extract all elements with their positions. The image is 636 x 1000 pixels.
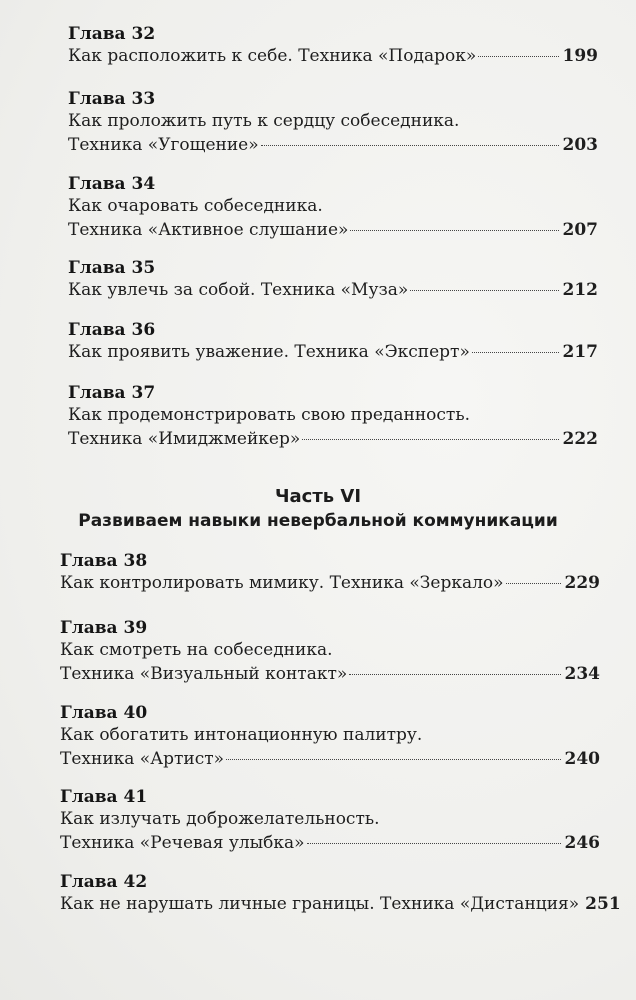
chapter-title-row	[68, 218, 598, 242]
toc-entry	[68, 24, 598, 68]
chapter-title-row	[60, 747, 600, 771]
chapter-title-row	[68, 340, 598, 364]
chapter-title-row	[60, 662, 600, 686]
page-number: 234	[564, 664, 600, 684]
dot-leader	[478, 55, 558, 57]
chapter-title-row	[68, 44, 598, 68]
dot-leader	[472, 351, 559, 353]
chapter-number: Глава 35	[68, 258, 156, 278]
page-number: 240	[564, 749, 600, 769]
part-heading	[0, 486, 636, 531]
dot-leader	[506, 582, 561, 584]
page-number: 251	[585, 894, 621, 914]
chapter-title: Как увлечь за собой. Техника «Муза»	[68, 280, 409, 300]
chapter-title: Техника «Активное слушание»	[68, 220, 349, 240]
chapter-title-line: Как очаровать собеседника.	[68, 196, 323, 216]
chapter-title-line: Как излучать доброжелательность.	[60, 809, 380, 829]
part-label: Часть VI	[274, 486, 362, 507]
toc-entry	[60, 872, 621, 916]
chapter-number: Глава 33	[68, 89, 156, 109]
page-number: 246	[564, 833, 600, 853]
dot-leader	[350, 229, 558, 231]
chapter-title-line: Как продемонстрировать свою преданность.	[68, 405, 470, 425]
toc-entry	[68, 89, 598, 157]
chapter-title-line: Как проложить путь к сердцу собеседника.	[68, 111, 460, 131]
chapter-title: Техника «Артист»	[60, 749, 225, 769]
chapter-title: Техника «Угощение»	[68, 135, 259, 155]
chapter-title: Техника «Речевая улыбка»	[60, 833, 305, 853]
toc-entry	[60, 618, 600, 686]
chapter-title-row	[68, 133, 598, 157]
page-number: 203	[562, 135, 598, 155]
page-number: 229	[564, 573, 600, 593]
chapter-number: Глава 40	[60, 703, 148, 723]
chapter-title-line: Как смотреть на собеседника.	[60, 640, 333, 660]
chapter-title: Как проявить уважение. Техника «Эксперт»	[68, 342, 470, 362]
chapter-number: Глава 34	[68, 174, 156, 194]
chapter-number: Глава 37	[68, 383, 156, 403]
chapter-number: Глава 32	[68, 24, 156, 44]
dot-leader	[307, 842, 561, 844]
toc-entry	[68, 258, 598, 302]
toc-entry	[68, 174, 598, 242]
chapter-title-line: Как обогатить интонационную палитру.	[60, 725, 423, 745]
chapter-title: Как расположить к себе. Техника «Подарок»	[68, 46, 477, 66]
chapter-number: Глава 39	[60, 618, 148, 638]
chapter-title-row	[60, 831, 600, 855]
dot-leader	[410, 289, 558, 291]
page-number: 207	[562, 220, 598, 240]
dot-leader	[302, 438, 558, 440]
toc-entry	[68, 320, 598, 364]
chapter-title-row	[68, 427, 598, 451]
toc-entry	[60, 787, 600, 855]
chapter-title: Техника «Визуальный контакт»	[60, 664, 348, 684]
chapter-number: Глава 38	[60, 551, 148, 571]
chapter-title-row	[60, 892, 621, 916]
toc-entry	[68, 383, 598, 451]
chapter-title: Как не нарушать личные границы. Техника «Дистанция»	[60, 894, 580, 914]
chapter-number: Глава 42	[60, 872, 148, 892]
chapter-number: Глава 41	[60, 787, 148, 807]
toc-entry	[60, 551, 600, 595]
toc-entry	[60, 703, 600, 771]
page-number: 212	[562, 280, 598, 300]
chapter-number: Глава 36	[68, 320, 156, 340]
chapter-title-row	[68, 278, 598, 302]
dot-leader	[226, 758, 560, 760]
page-number: 222	[562, 429, 598, 449]
part-title: Развиваем навыки невербальной коммуникации	[78, 511, 558, 531]
dot-leader	[261, 144, 559, 146]
chapter-title-row	[60, 571, 600, 595]
dot-leader	[349, 673, 560, 675]
chapter-title: Техника «Имиджмейкер»	[68, 429, 301, 449]
page-number: 199	[562, 46, 598, 66]
page-number: 217	[562, 342, 598, 362]
chapter-title: Как контролировать мимику. Техника «Зеркало»	[60, 573, 504, 593]
